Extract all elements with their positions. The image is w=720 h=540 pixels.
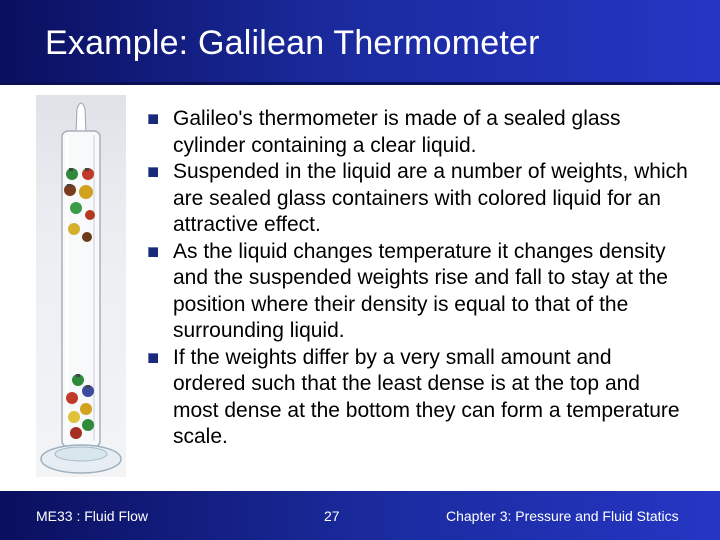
- footer-bar: [0, 491, 720, 540]
- bullet-text: Suspended in the liquid are a number of weights, which are sealed glass containers with colored liquid for an attractive effect.: [173, 160, 688, 236]
- title-rule: [0, 82, 720, 85]
- bullet-list: [148, 106, 688, 451]
- square-bullet-icon: [148, 353, 158, 363]
- bullet-text: If the weights differ by a very small amount and ordered such that the least dense is at the top and most dense at the bottom they can form a temperature scale.: [173, 345, 680, 448]
- slide-title: Example: Galilean Thermometer: [45, 24, 540, 62]
- square-bullet-icon: [148, 114, 158, 124]
- footer-course: ME33 : Fluid Flow: [36, 508, 149, 524]
- bullet-item: [148, 239, 688, 345]
- footer-chapter: Chapter 3: Pressure and Fluid Statics: [446, 508, 679, 524]
- title-bar: [0, 0, 720, 85]
- bullet-item: [148, 106, 688, 159]
- bullet-item: [148, 345, 688, 451]
- footer-page-number: 27: [324, 508, 340, 524]
- bullet-text: Galileo's thermometer is made of a sealed glass cylinder containing a clear liquid.: [173, 107, 621, 157]
- square-bullet-icon: [148, 247, 158, 257]
- bullet-item: [148, 159, 688, 239]
- bullet-text: As the liquid changes temperature it changes density and the suspended weights rise and fall to stay at the position where their density is equal to that of the surrounding liquid.: [173, 239, 668, 342]
- square-bullet-icon: [148, 167, 158, 177]
- glass-tip: [76, 103, 86, 133]
- galilean-thermometer-photo: [36, 95, 126, 477]
- thermometer-illustration: [36, 95, 126, 477]
